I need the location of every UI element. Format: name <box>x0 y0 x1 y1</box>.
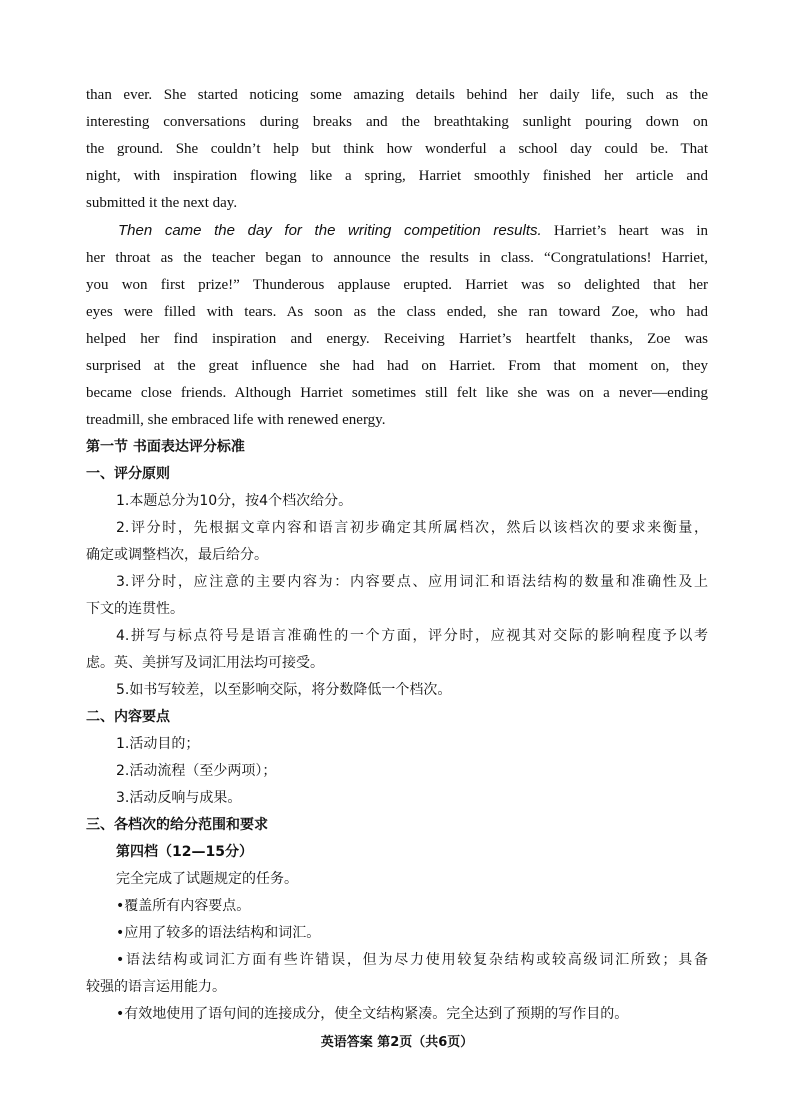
content-item: 2.活动流程（至少两项）； <box>116 763 277 779</box>
essay-line: eyes were filled with tears. As soon as the class ended, she ran toward Zoe, who had <box>86 304 708 320</box>
level-4-title: 第四档（12—15分） <box>116 844 253 860</box>
essay-line: interesting conversations during breaks and the breathtaking sunlight pouring down on <box>86 114 708 130</box>
essay-line-rest: Harriet’s heart was in <box>541 223 708 239</box>
level-4-bullet: •覆盖所有内容要点。 <box>116 898 251 914</box>
content-item: 3.活动反响与成果。 <box>116 790 242 806</box>
principle-item: 3.评分时，应注意的主要内容为：内容要点、应用词汇和语法结构的数量和准确性及上 <box>116 574 708 590</box>
level-4-description: 完全完成了试题规定的任务。 <box>116 871 298 887</box>
essay-line: her throat as the teacher began to announce the results in class. “Congratulations! Harriet, <box>86 250 708 266</box>
content-heading: 二、内容要点 <box>86 709 170 725</box>
essay-line: you won first prize!” Thunderous applause erupted. Harriet was so delighted that her <box>86 277 708 293</box>
principle-item: 5.如书写较差，以至影响交际，将分数降低一个档次。 <box>116 682 452 698</box>
level-4-bullet-cont: 较强的语言运用能力。 <box>86 979 226 995</box>
principle-item-cont: 虑。英、美拼写及词汇用法均可接受。 <box>86 655 324 671</box>
essay-line: helped her find inspiration and energy. Receiving Harriet’s heartfelt thanks, Zoe was <box>86 331 708 347</box>
essay-paragraph-2 <box>86 217 708 434</box>
essay-line: became close friends. Although Harriet sometimes still felt like she was on a never—ending <box>86 385 708 401</box>
page-content <box>86 82 708 1028</box>
essay-paragraph-1 <box>86 82 708 217</box>
principle-item: 2.评分时，先根据文章内容和语言初步确定其所属档次，然后以该档次的要求来衡量， <box>116 520 708 536</box>
principle-item-cont: 确定或调整档次，最后给分。 <box>86 547 268 563</box>
essay-line: than ever. She started noticing some amazing details behind her daily life, such as the <box>86 87 708 103</box>
content-item: 1.活动目的； <box>116 736 200 752</box>
levels-heading: 三、各档次的给分范围和要求 <box>86 817 268 833</box>
essay-italic-sentence: Then came the day for the writing competition results. <box>118 222 542 239</box>
principle-item-cont: 下文的连贯性。 <box>86 601 184 617</box>
section-title: 第一节 书面表达评分标准 <box>86 439 245 455</box>
level-4-bullet: •语法结构或词汇方面有些许错误，但为尽力使用较复杂结构或较高级词汇所致；具备 <box>116 952 708 968</box>
essay-line: the ground. She couldn’t help but think how wonderful a school day could be. That <box>86 141 708 157</box>
essay-line: surprised at the great influence she had had on Harriet. From that moment on, they <box>86 358 708 374</box>
level-4-bullet: •应用了较多的语法结构和词汇。 <box>116 925 321 941</box>
essay-line: submitted it the next day. <box>86 195 238 211</box>
principles-heading: 一、评分原则 <box>86 466 170 482</box>
essay-line-first <box>86 217 708 245</box>
principle-item: 1.本题总分为10分，按4个档次给分。 <box>116 493 353 509</box>
scoring-section <box>86 434 708 1028</box>
essay-line: night, with inspiration flowing like a spring, Harriet smoothly finished her article and <box>86 168 708 184</box>
page-footer: 英语答案 第2页（共6页） <box>320 1035 474 1050</box>
essay-line: treadmill, she embraced life with renewed energy. <box>86 412 386 428</box>
level-4-bullet: •有效地使用了语句间的连接成分，使全文结构紧凑。完全达到了预期的写作目的。 <box>116 1006 629 1022</box>
principle-item: 4.拼写与标点符号是语言准确性的一个方面，评分时，应视其对交际的影响程度予以考 <box>116 628 708 644</box>
